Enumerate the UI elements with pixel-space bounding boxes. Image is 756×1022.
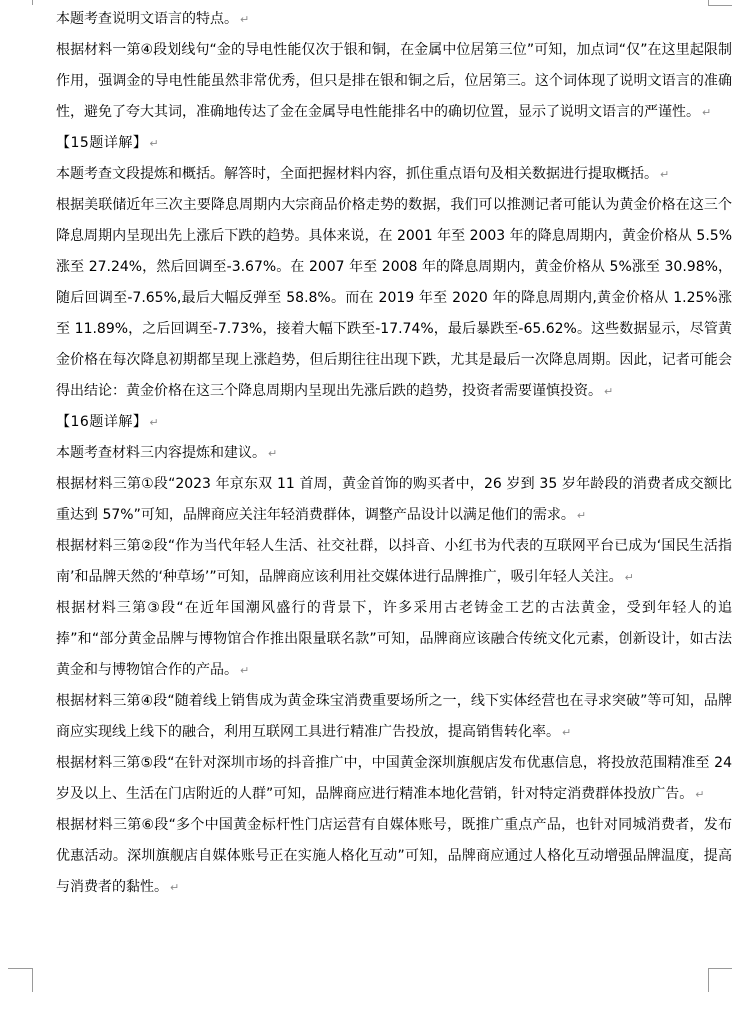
paragraph-text: 根据材料三第③段“在近年国潮风盛行的背景下，许多采用古老铸金工艺的古法黄金，受到年轻人的追捧”和“部分黄金品牌与博物馆合作推出限量联名款”可知，品牌商应该融合传统文化元素，创新设计，如古法黄金和与博物馆合作的产品。 — [56, 600, 732, 678]
paragraph-mark-icon: ↵ — [268, 447, 278, 460]
paragraph-mark-icon: ↵ — [604, 385, 614, 398]
crop-mark-top-left-vertical — [32, 0, 33, 5]
paragraph-mark-icon: ↵ — [576, 509, 587, 522]
paragraph-material3-p4 — [56, 686, 732, 748]
paragraph-intro-15-end — [56, 4, 732, 35]
paragraph-material3-p2 — [56, 531, 732, 593]
heading-text: 【15题详解】 — [56, 135, 148, 151]
paragraph-text: 根据材料三第⑥段“多个中国黄金标杆性门店运营有自媒体账号，既推广重点产品，也针对同城消费者，发布优惠活动。深圳旗舰店自媒体账号正在实施人格化互动”可知，品牌商应通过人格化互动增强品牌温度，提高与消费者的黏性。 — [56, 817, 732, 895]
paragraph-material3-p3 — [56, 593, 732, 686]
paragraph-text: 本题考查说明文语言的特点。 — [56, 11, 238, 27]
paragraph-material3-p6 — [56, 810, 732, 903]
paragraph-mark-icon: ↵ — [562, 726, 572, 739]
crop-mark-bottom-right-horizontal — [708, 968, 732, 969]
paragraph-text: 本题考查文段提炼和概括。解答时，全面把握材料内容，抓住重点语句及相关数据进行提取概括。 — [56, 166, 658, 182]
paragraph-intro-16 — [56, 438, 732, 469]
paragraph-analysis-15 — [56, 190, 732, 407]
heading-question-15 — [56, 128, 732, 159]
paragraph-mark-icon: ↵ — [149, 416, 160, 429]
heading-question-16 — [56, 407, 732, 438]
heading-text: 【16题详解】 — [56, 414, 148, 430]
paragraph-mark-icon: ↵ — [170, 881, 180, 894]
crop-mark-bottom-right — [708, 968, 709, 992]
paragraph-mark-icon: ↵ — [624, 571, 634, 584]
paragraph-mark-icon: ↵ — [240, 13, 250, 26]
paragraph-mark-icon: ↵ — [149, 137, 160, 150]
paragraph-material3-p5 — [56, 748, 732, 810]
document-body — [56, 4, 732, 903]
paragraph-mark-icon: ↵ — [660, 168, 670, 181]
crop-mark-bottom-left — [32, 968, 33, 992]
paragraph-mark-icon: ↵ — [240, 664, 250, 677]
paragraph-mark-icon: ↵ — [702, 106, 712, 119]
paragraph-text: 本题考查材料三内容提炼和建议。 — [56, 445, 266, 461]
paragraph-text: 根据材料一第④段划线句“金的导电性能仅次于银和铜，在金属中位居第三位”可知，加点词“仅”在这里起限制作用，强调金的导电性能虽然非常优秀，但只是排在银和铜之后，位居第三。这个词体现了说明文语言的准确性，避免了夸大其词，准确地传达了金在金属导电性能排名中的确切位置，显示了说明文语言的严谨性。 — [56, 42, 732, 120]
crop-mark-bottom-left-horizontal — [8, 968, 32, 969]
paragraph-text: 根据美联储近年三次主要降息周期内大宗商品价格走势的数据，我们可以推测记者可能认为黄金价格在这三个降息周期内呈现出先上涨后下跌的趋势。具体来说，在 2001 年至 2003 年的降息周期内，黄金价格从 5.5%涨至 27.24%，然后回调至-3.67%。在 2007 年至 2008 年的降息周期内，黄金价格从 5%涨至 30.98%，随后回调至-7.65%,最后大幅反弹至 58.8%。而在 2019 年至 2020 年的降息周期内,黄金价格从 1.25%涨至 11.89%，之后回调至-7.73%，接着大幅下跌至-17.74%，最后暴跌至-65.62%。这些数据显示，尽管黄金价格在每次降息初期都呈现上涨趋势，但后期往往出现下跌，尤其是最后一次降息周期。因此，记者可能会得出结论：黄金价格在这三个降息周期内呈现出先涨后跌的趋势，投资者需要谨慎投资。 — [56, 197, 732, 399]
paragraph-text: 根据材料三第①段“2023 年京东双 11 首周，黄金首饰的购买者中，26 岁到 35 岁年龄段的消费者成交额比重达到 57%”可知，品牌商应关注年轻消费群体，调整产品设计以满足他们的需求。 — [56, 476, 732, 523]
paragraph-text: 根据材料三第④段“随着线上销售成为黄金珠宝消费重要场所之一，线下实体经营也在寻求突破”等可知，品牌商应实现线上线下的融合，利用互联网工具进行精准广告投放，提高销售转化率。 — [56, 693, 732, 740]
paragraph-mark-icon: ↵ — [695, 788, 705, 801]
paragraph-intro-15 — [56, 159, 732, 190]
paragraph-material3-p1 — [56, 469, 732, 531]
paragraph-text: 根据材料三第⑤段“在针对深圳市场的抖音推广中，中国黄金深圳旗舰店发布优惠信息，将投放范围精准至 24 岁及以上、生活在门店附近的人群”可知，品牌商应进行精准本地化营销，针对特定消费群体投放广告。 — [56, 755, 732, 802]
paragraph-text: 根据材料三第②段“作为当代年轻人生活、社交社群，以抖音、小红书为代表的互联网平台已成为‘国民生活指南’和品牌天然的‘种草场’”可知，品牌商应该利用社交媒体进行品牌推广，吸引年轻人关注。 — [56, 538, 732, 585]
paragraph-analysis-14 — [56, 35, 732, 128]
